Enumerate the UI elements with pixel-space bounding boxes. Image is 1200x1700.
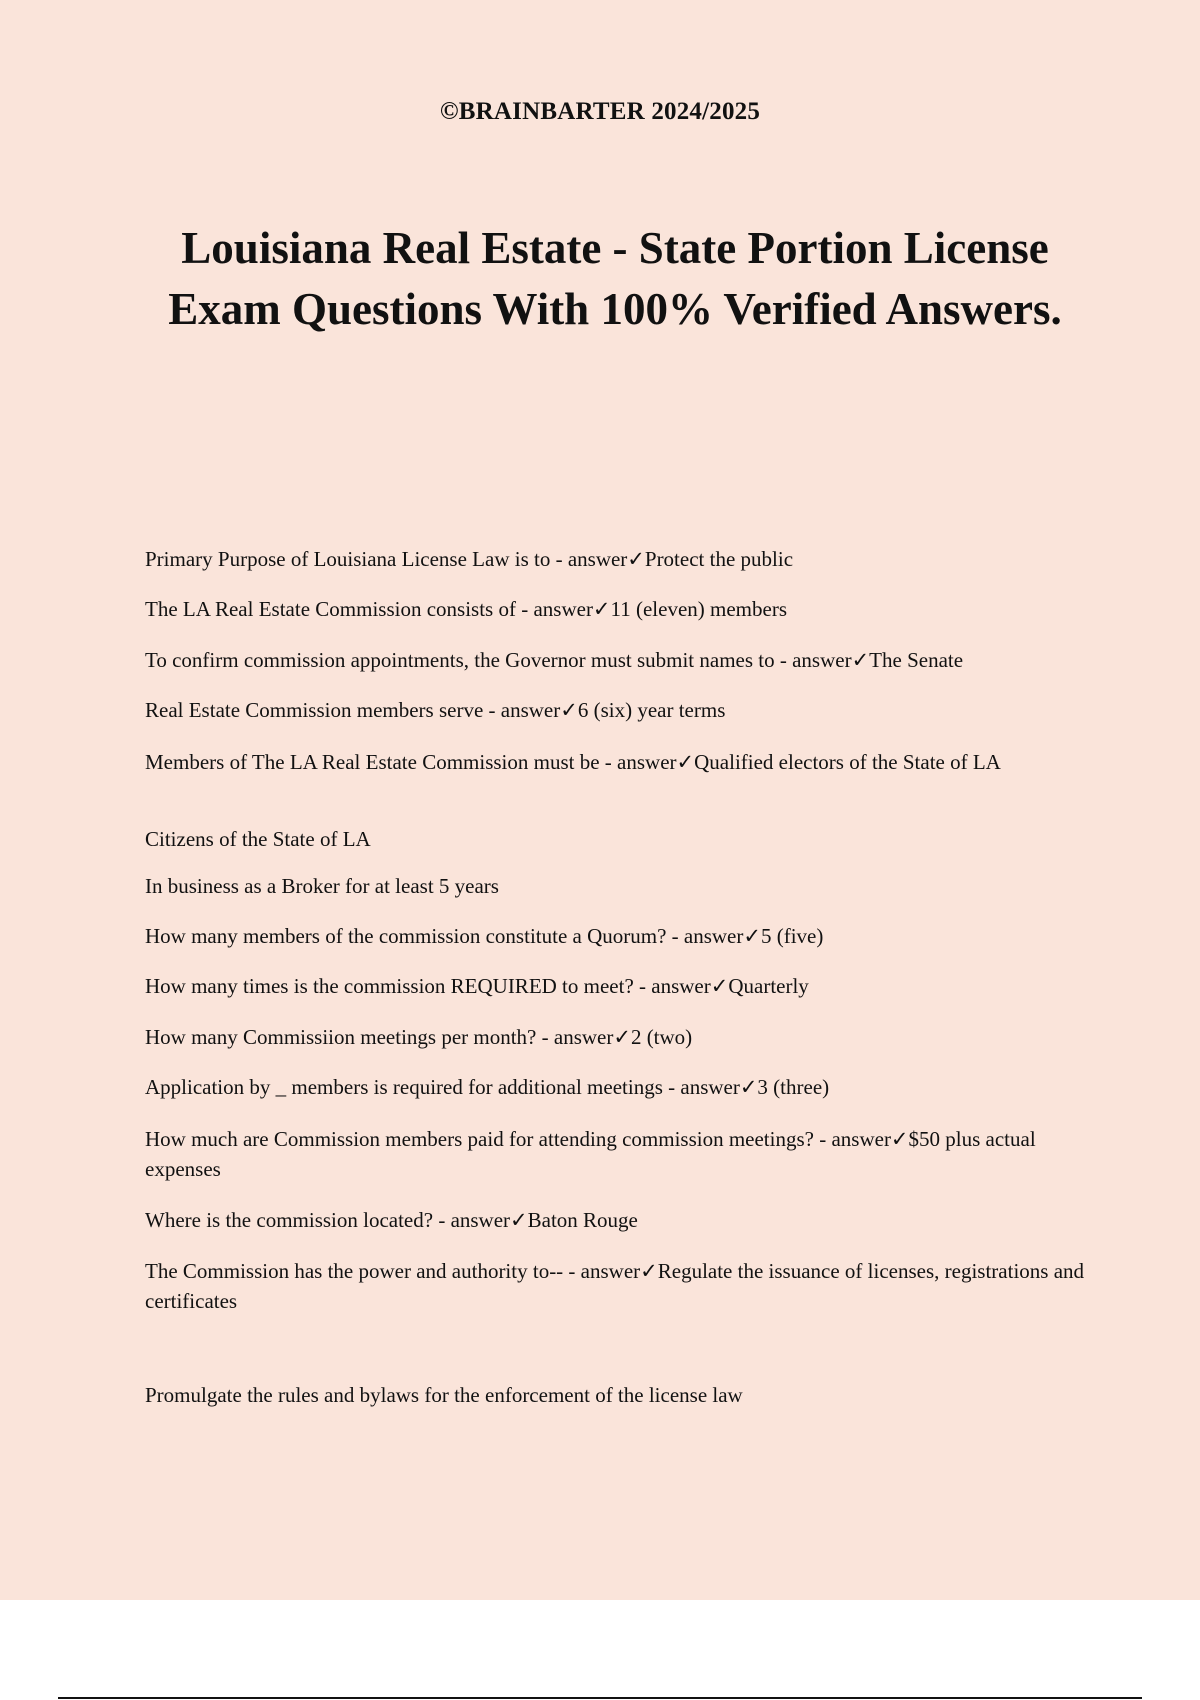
qa-entry: Real Estate Commission members serve - answer✓6 (six) year terms [145,698,726,722]
qa-entry: Citizens of the State of LA [145,827,371,851]
qa-entry: Where is the commission located? - answer✓Baton Rouge [145,1208,638,1232]
copyright-header: ©BRAINBARTER 2024/2025 [439,98,761,125]
qa-entry: Primary Purpose of Louisiana License Law is to - answer✓Protect the public [145,547,794,571]
qa-entry: How many Commissiion meetings per month? - answer✓2 (two) [145,1025,693,1049]
qa-entry: How much are Commission members paid for attending commission meetings? - answer✓$50 plus actual expenses [145,1127,1036,1181]
qa-entry: Members of The LA Real Estate Commission must be - answer✓Qualified electors of the State of LA [145,750,1001,774]
qa-entry: How many times is the commission REQUIRED to meet? - answer✓Quarterly [145,974,809,998]
qa-entry: The Commission has the power and authority to-- - answer✓Regulate the issuance of licenses, registrations and certificates [145,1259,1085,1313]
qa-entry: Application by _ members is required for additional meetings - answer✓3 (three) [145,1075,830,1099]
qa-entry: The LA Real Estate Commission consists of - answer✓11 (eleven) members [145,597,788,621]
qa-entry: Promulgate the rules and bylaws for the enforcement of the license law [145,1383,743,1407]
footer-divider [58,1697,1142,1699]
qa-entry: In business as a Broker for at least 5 years [145,874,499,898]
qa-entry: How many members of the commission constitute a Quorum? - answer✓5 (five) [145,924,824,948]
qa-entry: To confirm commission appointments, the Governor must submit names to - answer✓The Senate [145,648,964,672]
document-title: Louisiana Real Estate - State Portion License Exam Questions With 100% Verified Answers. [168,223,1062,334]
